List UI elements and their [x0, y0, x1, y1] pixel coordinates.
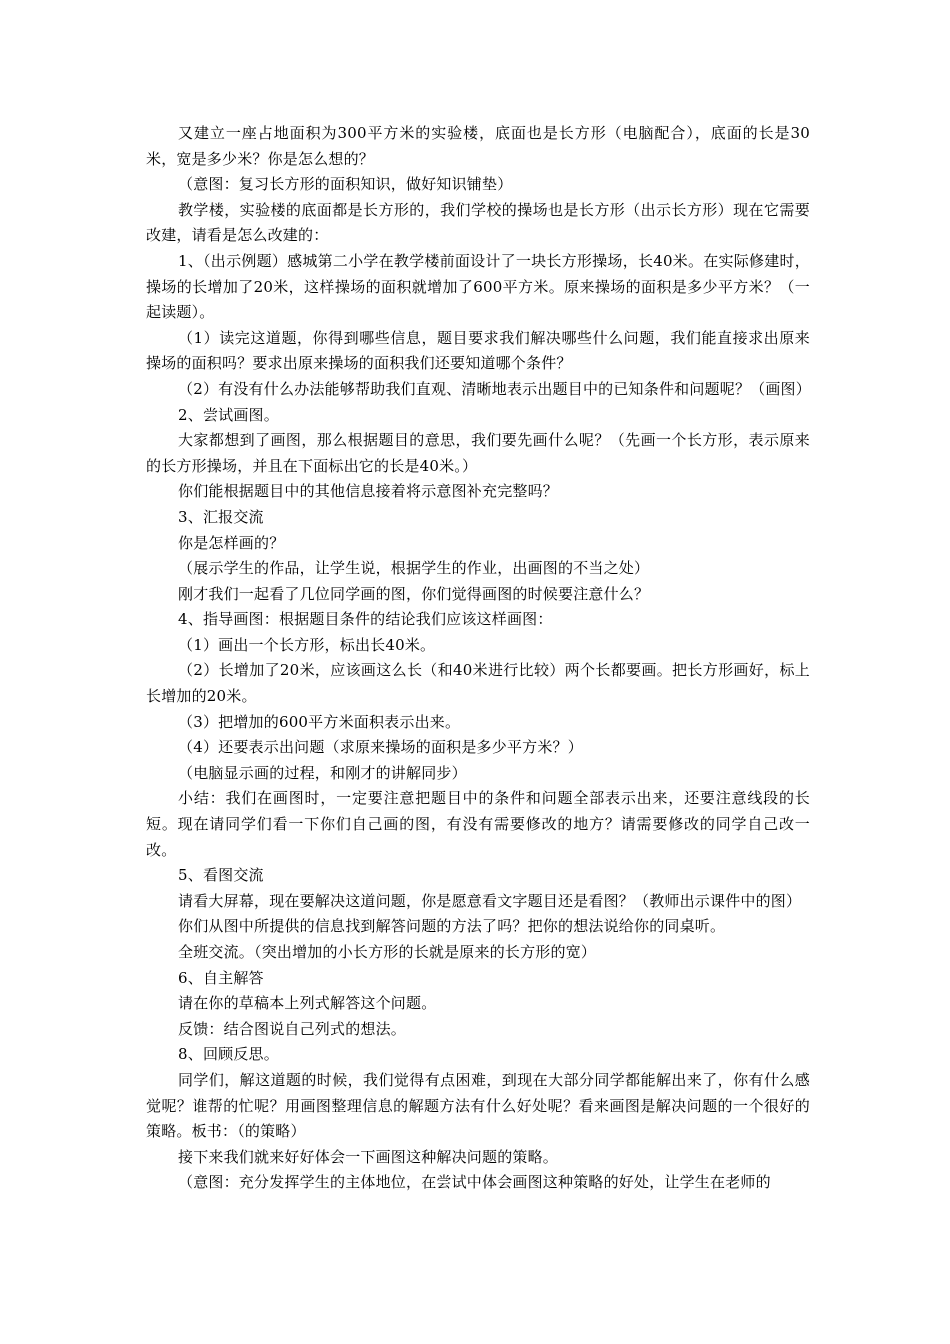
paragraph-5: （1）读完这道题，你得到哪些信息，题目要求我们解决哪些什么问题，我们能直接求出原来操场的面积吗？要求出原来操场的面积我们还要知道哪个条件？	[146, 328, 810, 373]
paragraph-9: 你们能根据题目中的其他信息接着将示意图补充完整吗？	[178, 482, 559, 501]
paragraph-27: 反馈：结合图说自己列式的想法。	[178, 1019, 407, 1038]
paragraph-12: （展示学生的作品，让学生说，根据学生的作业，出画图的不当之处）	[178, 559, 650, 578]
paragraph-14: 4、指导画图：根据题目条件的结论我们应该这样画图：	[178, 610, 553, 629]
paragraph-26: 请在你的草稿本上列式解答这个问题。	[178, 994, 437, 1013]
paragraph-29: 同学们，解这道题的时候，我们觉得有点困难，到现在大部分同学都能解出来了，你有什么感觉呢？谁帮的忙呢？用画图整理信息的解题方法有什么好处呢？看来画图是解决问题的一个很好的策略。板书：（的策略）	[146, 1070, 810, 1141]
paragraph-11: 你是怎样画的？	[178, 533, 285, 552]
paragraph-21: 5、看图交流	[178, 866, 264, 885]
paragraph-22: 请看大屏幕，现在要解决这道问题，你是愿意看文字题目还是看图？（教师出示课件中的图）	[178, 891, 802, 910]
paragraph-30: 接下来我们就来好好体会一下画图这种解决问题的策略。	[178, 1147, 559, 1166]
paragraph-17: （3）把增加的600平方米面积表示出来。	[178, 712, 461, 731]
paragraph-6: （2）有没有什么办法能够帮助我们直观、清晰地表示出题目中的已知条件和问题呢？（画图）	[178, 379, 811, 398]
paragraph-15: （1）画出一个长方形，标出长40米。	[178, 635, 436, 654]
paragraph-20: 小结：我们在画图时，一定要注意把题目中的条件和问题全部表示出来，还要注意线段的长短。现在请同学们看一下你们自己画的图，有没有需要修改的地方？请需要修改的同学自己改一改。	[146, 789, 810, 859]
paragraph-7: 2、尝试画图。	[178, 405, 279, 424]
paragraph-3: 教学楼，实验楼的底面都是长方形的，我们学校的操场也是长方形（出示长方形）现在它需要改建，请看是怎么改建的：	[146, 200, 810, 245]
paragraph-10: 3、汇报交流	[178, 507, 264, 526]
paragraph-8: 大家都想到了画图，那么根据题目的意思，我们要先画什么呢？（先画一个长方形，表示原来的长方形操场，并且在下面标出它的长是40米。）	[146, 431, 810, 475]
paragraph-25: 6、自主解答	[178, 968, 264, 987]
paragraph-28: 8、回顾反思。	[178, 1045, 279, 1064]
paragraph-19: （电脑显示画的过程，和刚才的讲解同步）	[178, 763, 467, 782]
paragraph-23: 你们从图中所提供的信息找到解答问题的方法了吗？把你的想法说给你的同桌听。	[178, 917, 726, 936]
paragraph-16: （2）长增加了20米，应该画这么长（和40米进行比较）两个长都要画。把长方形画好，标上长增加的20米。	[146, 661, 810, 706]
paragraph-31: （意图：充分发挥学生的主体地位，在尝试中体会画图这种策略的好处，让学生在老师的	[178, 1173, 771, 1192]
paragraph-4: 1、（出示例题）感城第二小学在教学楼前面设计了一块长方形操场，长40米。在实际修建时，操场的长增加了20米，这样操场的面积就增加了600平方米。原来操场的面积是多少平方米？（一起读题）。	[146, 251, 810, 322]
paragraph-18: （4）还要表示出问题（求原来操场的面积是多少平方米？）	[178, 738, 583, 757]
paragraph-1: 又建立一座占地面积为300平方米的实验楼，底面也是长方形（电脑配合），底面的长是30米，宽是多少米？你是怎么想的？	[146, 124, 810, 168]
paragraph-2: （意图：复习长方形的面积知识，做好知识铺垫）	[178, 175, 513, 194]
paragraph-13: 刚才我们一起看了几位同学画的图，你们觉得画图的时候要注意什么？	[178, 584, 650, 603]
document-page	[146, 121, 810, 1196]
paragraph-24: 全班交流。（突出增加的小长方形的长就是原来的长方形的宽）	[178, 943, 597, 961]
